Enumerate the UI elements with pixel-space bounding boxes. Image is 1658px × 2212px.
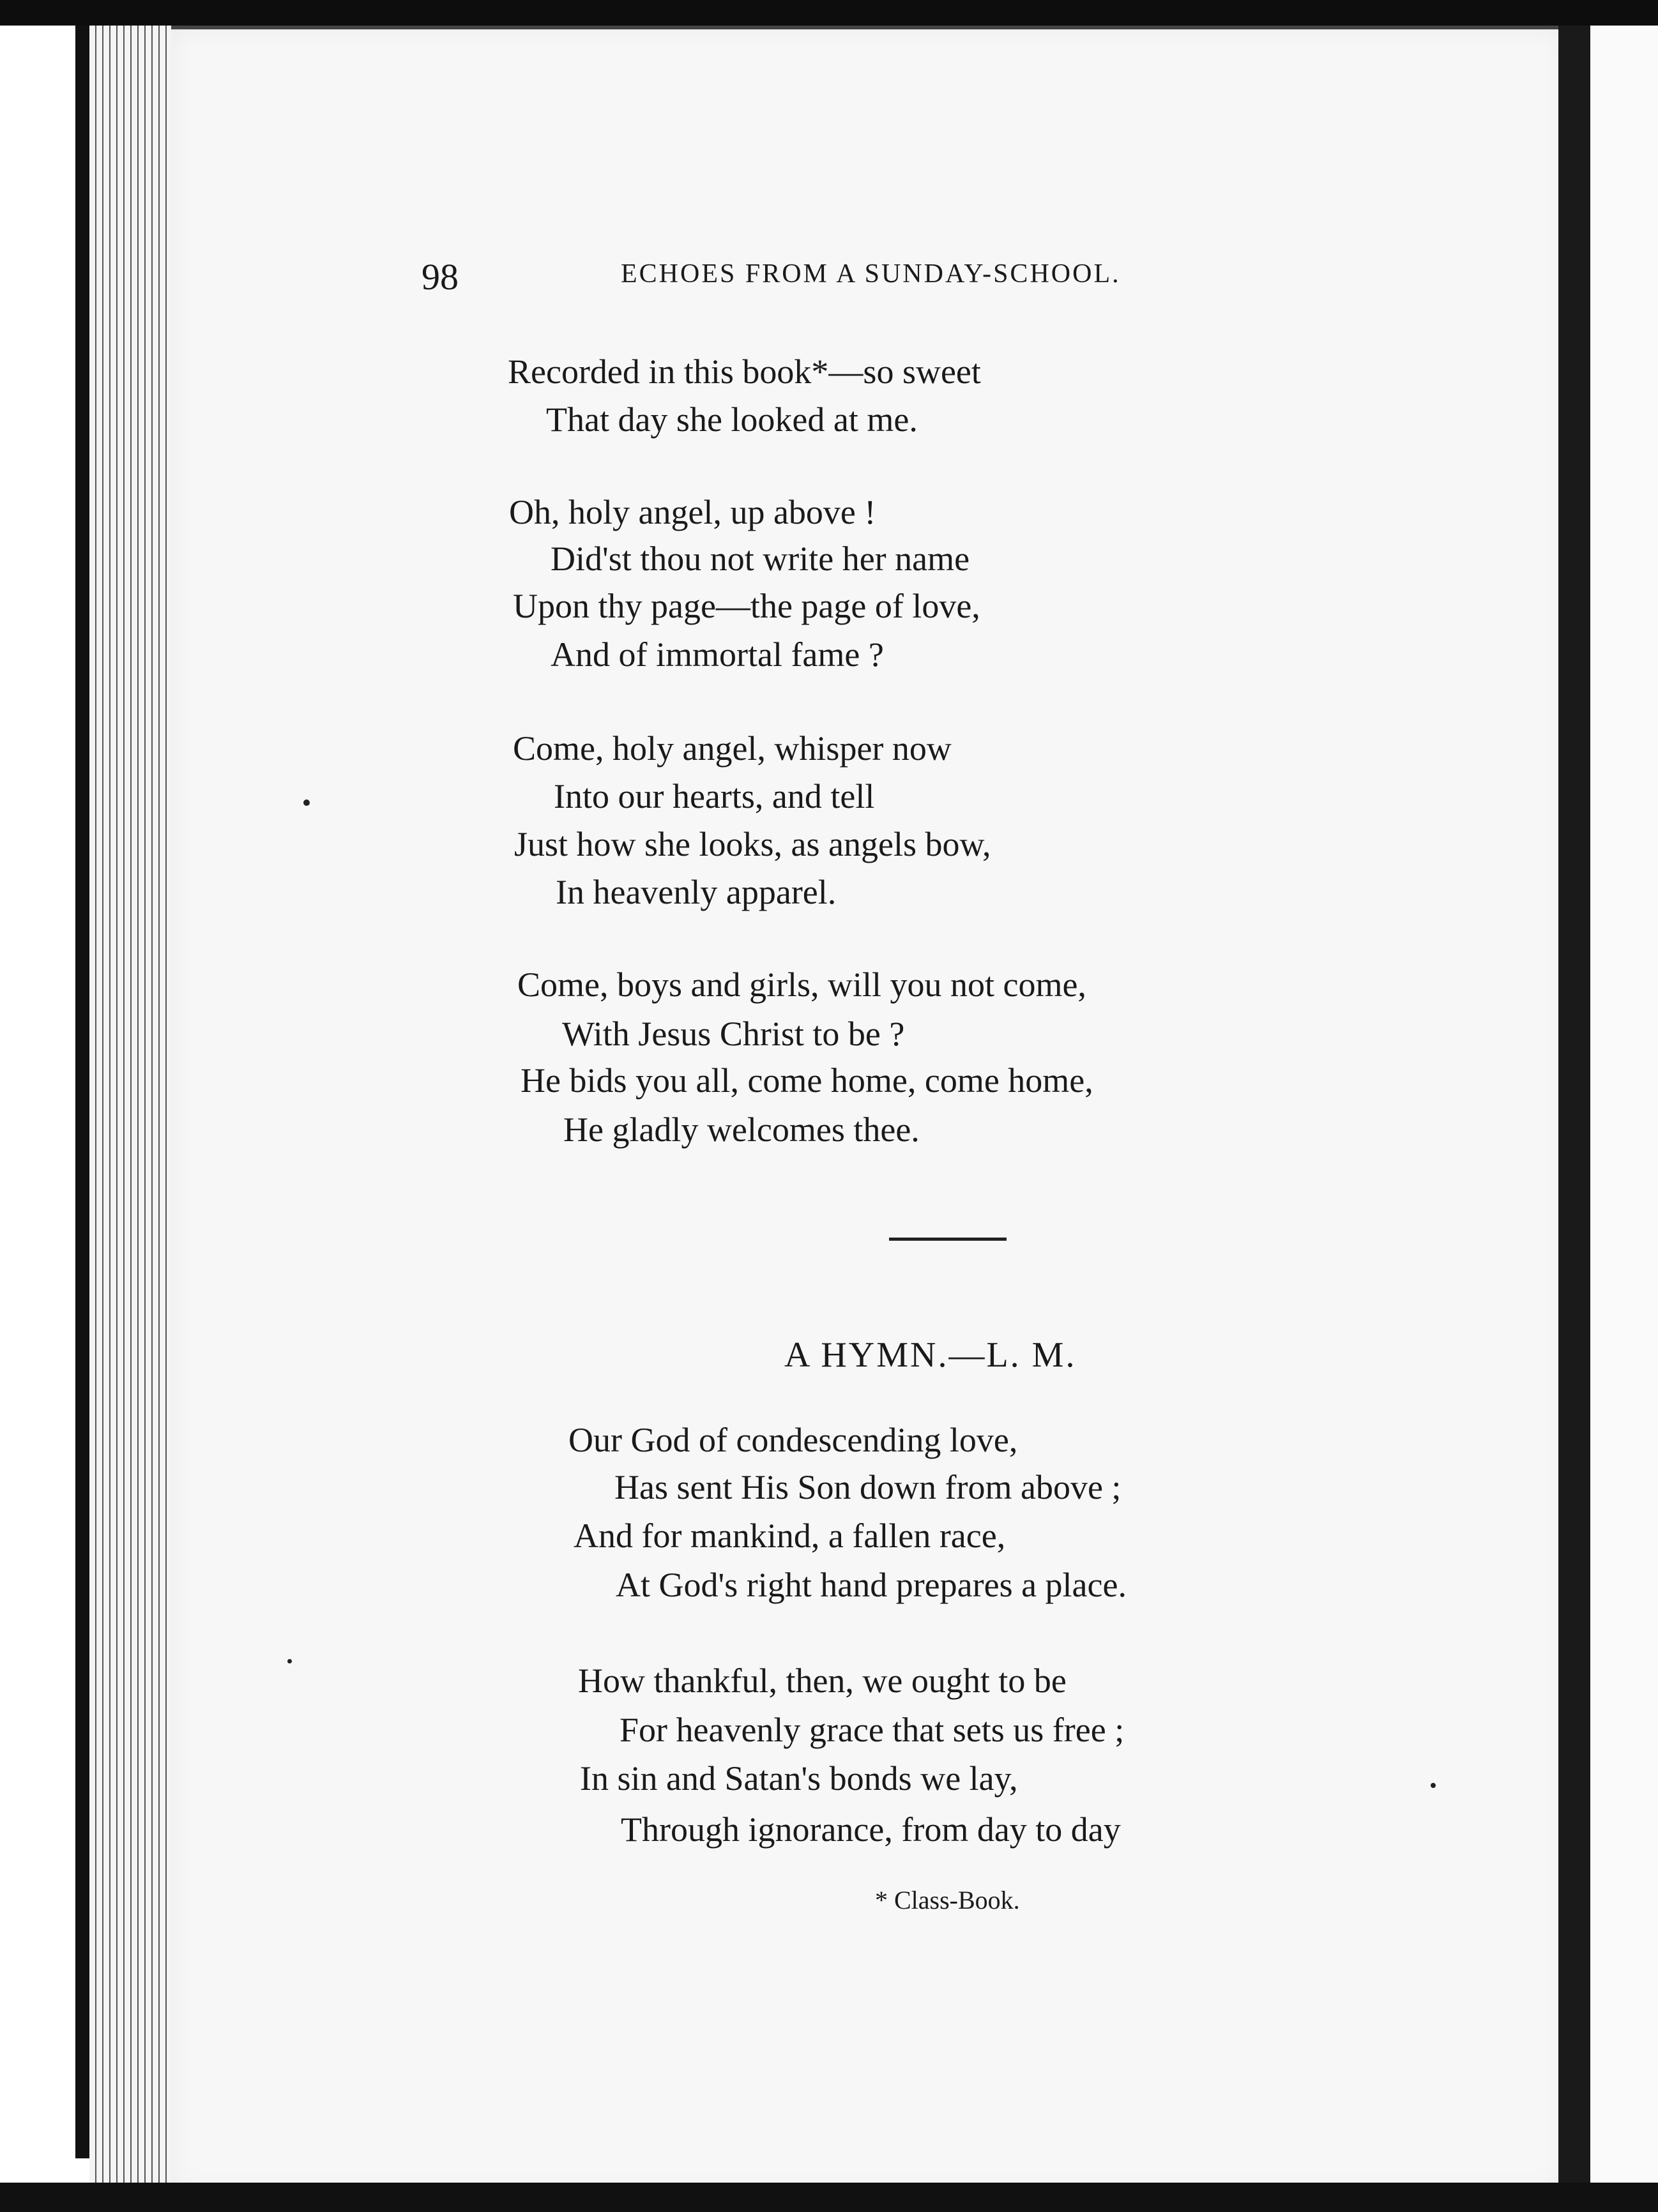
verse-line: That day she looked at me.: [546, 400, 918, 439]
scan-bottom-border: [0, 2183, 1658, 2212]
verse-line: In sin and Satan's bonds we lay,: [580, 1759, 1018, 1798]
verse-line: He bids you all, come home, come home,: [521, 1061, 1093, 1100]
hymn-title: A HYMN.—L. M.: [784, 1335, 1077, 1375]
page-stack-edges: [89, 13, 179, 2197]
verse-line: Just how she looks, as angels bow,: [514, 825, 991, 863]
footnote: * Class-Book.: [875, 1886, 1020, 1914]
verse-line: Recorded in this book*—so sweet: [508, 352, 981, 391]
verse-line: Upon thy page—the page of love,: [513, 587, 980, 625]
verse-line: Through ignorance, from day to day: [621, 1810, 1121, 1849]
verse-line: How thankful, then, we ought to be: [578, 1662, 1067, 1700]
facing-page-edge: [1558, 0, 1590, 2212]
section-divider: [889, 1238, 1007, 1241]
ink-speck: [1431, 1783, 1436, 1788]
scan-top-border: [0, 0, 1658, 26]
ink-speck: [287, 1659, 292, 1663]
running-head: ECHOES FROM A SUNDAY-SCHOOL.: [621, 259, 1121, 289]
verse-line: Into our hearts, and tell: [554, 777, 875, 815]
verse-line: At God's right hand prepares a place.: [616, 1566, 1127, 1604]
verse-line: In heavenly apparel.: [556, 873, 837, 911]
ink-speck: [303, 799, 310, 806]
scan-margin-right: [1590, 0, 1658, 2212]
verse-line: He gladly welcomes thee.: [563, 1110, 920, 1149]
book-page: [171, 26, 1563, 2190]
verse-line: Come, holy angel, whisper now: [513, 729, 952, 768]
verse-line: For heavenly grace that sets us free ;: [620, 1711, 1125, 1749]
verse-line: With Jesus Christ to be ?: [562, 1015, 905, 1053]
verse-line: Did'st thou not write her name: [551, 540, 970, 578]
verse-line: Has sent His Son down from above ;: [614, 1468, 1122, 1506]
verse-line: Oh, holy angel, up above !: [509, 493, 876, 531]
verse-line: And for mankind, a fallen race,: [574, 1517, 1006, 1555]
page-number: 98: [422, 256, 459, 298]
verse-line: And of immortal fame ?: [551, 635, 884, 674]
verse-line: Our God of condescending love,: [568, 1421, 1018, 1459]
verse-line: Come, boys and girls, will you not come,: [517, 966, 1086, 1004]
